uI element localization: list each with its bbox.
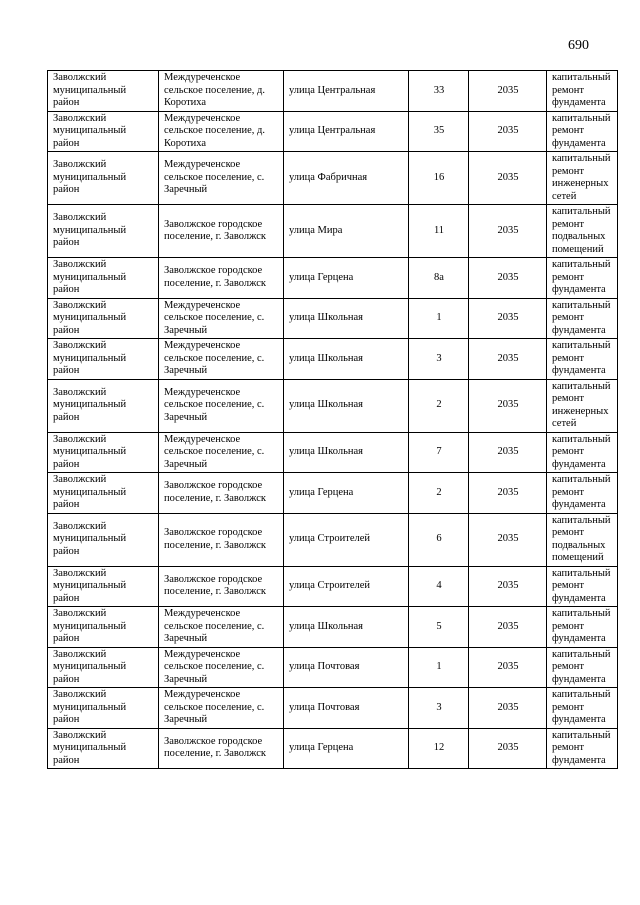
- settlement-cell: Междуреченское сельское поселение, с. Заречный: [159, 688, 284, 729]
- work-type-cell: капитальный ремонт фундамента: [547, 688, 618, 729]
- house-number-cell: 2: [409, 473, 469, 514]
- year-cell: 2035: [469, 71, 547, 112]
- district-cell: Заволжский муниципальный район: [48, 111, 159, 152]
- year-cell: 2035: [469, 728, 547, 769]
- year-cell: 2035: [469, 111, 547, 152]
- table-row: [48, 71, 618, 112]
- house-number-cell: 4: [409, 566, 469, 607]
- work-type-cell: капитальный ремонт фундамента: [547, 473, 618, 514]
- street-cell: улица Фабричная: [284, 152, 409, 205]
- year-cell: 2035: [469, 473, 547, 514]
- settlement-cell: Междуреченское сельское поселение, с. Заречный: [159, 339, 284, 380]
- district-cell: Заволжский муниципальный район: [48, 298, 159, 339]
- page-number: 690: [568, 38, 589, 53]
- street-cell: улица Мира: [284, 205, 409, 258]
- work-type-cell: капитальный ремонт подвальных помещений: [547, 205, 618, 258]
- work-type-cell: капитальный ремонт фундамента: [547, 298, 618, 339]
- table-row: [48, 688, 618, 729]
- work-type-cell: капитальный ремонт инженерных сетей: [547, 152, 618, 205]
- house-number-cell: 35: [409, 111, 469, 152]
- year-cell: 2035: [469, 432, 547, 473]
- table-row: [48, 258, 618, 299]
- year-cell: 2035: [469, 513, 547, 566]
- work-type-cell: капитальный ремонт подвальных помещений: [547, 513, 618, 566]
- street-cell: улица Школьная: [284, 607, 409, 648]
- house-number-cell: 12: [409, 728, 469, 769]
- settlement-cell: Заволжское городское поселение, г. Заволжск: [159, 473, 284, 514]
- street-cell: улица Школьная: [284, 339, 409, 380]
- table-row: [48, 647, 618, 688]
- table-row: [48, 339, 618, 380]
- year-cell: 2035: [469, 205, 547, 258]
- street-cell: улица Почтовая: [284, 688, 409, 729]
- table-row: [48, 513, 618, 566]
- settlement-cell: Междуреченское сельское поселение, с. Заречный: [159, 379, 284, 432]
- table-row: [48, 607, 618, 648]
- district-cell: Заволжский муниципальный район: [48, 432, 159, 473]
- district-cell: Заволжский муниципальный район: [48, 728, 159, 769]
- table-body: [48, 71, 618, 769]
- table-row: [48, 473, 618, 514]
- settlement-cell: Заволжское городское поселение, г. Заволжск: [159, 728, 284, 769]
- house-number-cell: 2: [409, 379, 469, 432]
- year-cell: 2035: [469, 152, 547, 205]
- house-number-cell: 8а: [409, 258, 469, 299]
- settlement-cell: Междуреченское сельское поселение, д. Коротиха: [159, 71, 284, 112]
- house-number-cell: 33: [409, 71, 469, 112]
- work-type-cell: капитальный ремонт фундамента: [547, 566, 618, 607]
- street-cell: улица Школьная: [284, 379, 409, 432]
- table-row: [48, 298, 618, 339]
- table-row: [48, 111, 618, 152]
- work-type-cell: капитальный ремонт фундамента: [547, 258, 618, 299]
- table-row: [48, 432, 618, 473]
- settlement-cell: Междуреченское сельское поселение, с. Заречный: [159, 432, 284, 473]
- year-cell: 2035: [469, 647, 547, 688]
- street-cell: улица Центральная: [284, 71, 409, 112]
- district-cell: Заволжский муниципальный район: [48, 473, 159, 514]
- house-number-cell: 6: [409, 513, 469, 566]
- repair-schedule-table: [47, 70, 618, 769]
- work-type-cell: капитальный ремонт фундамента: [547, 728, 618, 769]
- district-cell: Заволжский муниципальный район: [48, 688, 159, 729]
- house-number-cell: 1: [409, 298, 469, 339]
- settlement-cell: Междуреченское сельское поселение, с. Заречный: [159, 607, 284, 648]
- year-cell: 2035: [469, 339, 547, 380]
- year-cell: 2035: [469, 298, 547, 339]
- house-number-cell: 16: [409, 152, 469, 205]
- table-row: [48, 152, 618, 205]
- year-cell: 2035: [469, 607, 547, 648]
- work-type-cell: капитальный ремонт фундамента: [547, 339, 618, 380]
- work-type-cell: капитальный ремонт фундамента: [547, 71, 618, 112]
- district-cell: Заволжский муниципальный район: [48, 71, 159, 112]
- house-number-cell: 7: [409, 432, 469, 473]
- work-type-cell: капитальный ремонт фундамента: [547, 432, 618, 473]
- street-cell: улица Герцена: [284, 258, 409, 299]
- year-cell: 2035: [469, 379, 547, 432]
- work-type-cell: капитальный ремонт фундамента: [547, 111, 618, 152]
- street-cell: улица Строителей: [284, 566, 409, 607]
- settlement-cell: Заволжское городское поселение, г. Заволжск: [159, 566, 284, 607]
- street-cell: улица Герцена: [284, 728, 409, 769]
- table-row: [48, 379, 618, 432]
- house-number-cell: 11: [409, 205, 469, 258]
- settlement-cell: Междуреченское сельское поселение, д. Коротиха: [159, 111, 284, 152]
- street-cell: улица Строителей: [284, 513, 409, 566]
- district-cell: Заволжский муниципальный район: [48, 339, 159, 380]
- street-cell: улица Герцена: [284, 473, 409, 514]
- street-cell: улица Школьная: [284, 298, 409, 339]
- house-number-cell: 1: [409, 647, 469, 688]
- street-cell: улица Школьная: [284, 432, 409, 473]
- district-cell: Заволжский муниципальный район: [48, 647, 159, 688]
- house-number-cell: 3: [409, 339, 469, 380]
- district-cell: Заволжский муниципальный район: [48, 566, 159, 607]
- table-row: [48, 728, 618, 769]
- year-cell: 2035: [469, 566, 547, 607]
- district-cell: Заволжский муниципальный район: [48, 258, 159, 299]
- district-cell: Заволжский муниципальный район: [48, 152, 159, 205]
- work-type-cell: капитальный ремонт фундамента: [547, 647, 618, 688]
- work-type-cell: капитальный ремонт фундамента: [547, 607, 618, 648]
- house-number-cell: 5: [409, 607, 469, 648]
- table-row: [48, 205, 618, 258]
- settlement-cell: Междуреченское сельское поселение, с. Заречный: [159, 647, 284, 688]
- street-cell: улица Центральная: [284, 111, 409, 152]
- year-cell: 2035: [469, 688, 547, 729]
- district-cell: Заволжский муниципальный район: [48, 607, 159, 648]
- settlement-cell: Заволжское городское поселение, г. Заволжск: [159, 205, 284, 258]
- settlement-cell: Междуреченское сельское поселение, с. Заречный: [159, 152, 284, 205]
- street-cell: улица Почтовая: [284, 647, 409, 688]
- settlement-cell: Заволжское городское поселение, г. Заволжск: [159, 513, 284, 566]
- district-cell: Заволжский муниципальный район: [48, 205, 159, 258]
- district-cell: Заволжский муниципальный район: [48, 513, 159, 566]
- settlement-cell: Заволжское городское поселение, г. Заволжск: [159, 258, 284, 299]
- table-row: [48, 566, 618, 607]
- district-cell: Заволжский муниципальный район: [48, 379, 159, 432]
- settlement-cell: Междуреченское сельское поселение, с. Заречный: [159, 298, 284, 339]
- work-type-cell: капитальный ремонт инженерных сетей: [547, 379, 618, 432]
- year-cell: 2035: [469, 258, 547, 299]
- house-number-cell: 3: [409, 688, 469, 729]
